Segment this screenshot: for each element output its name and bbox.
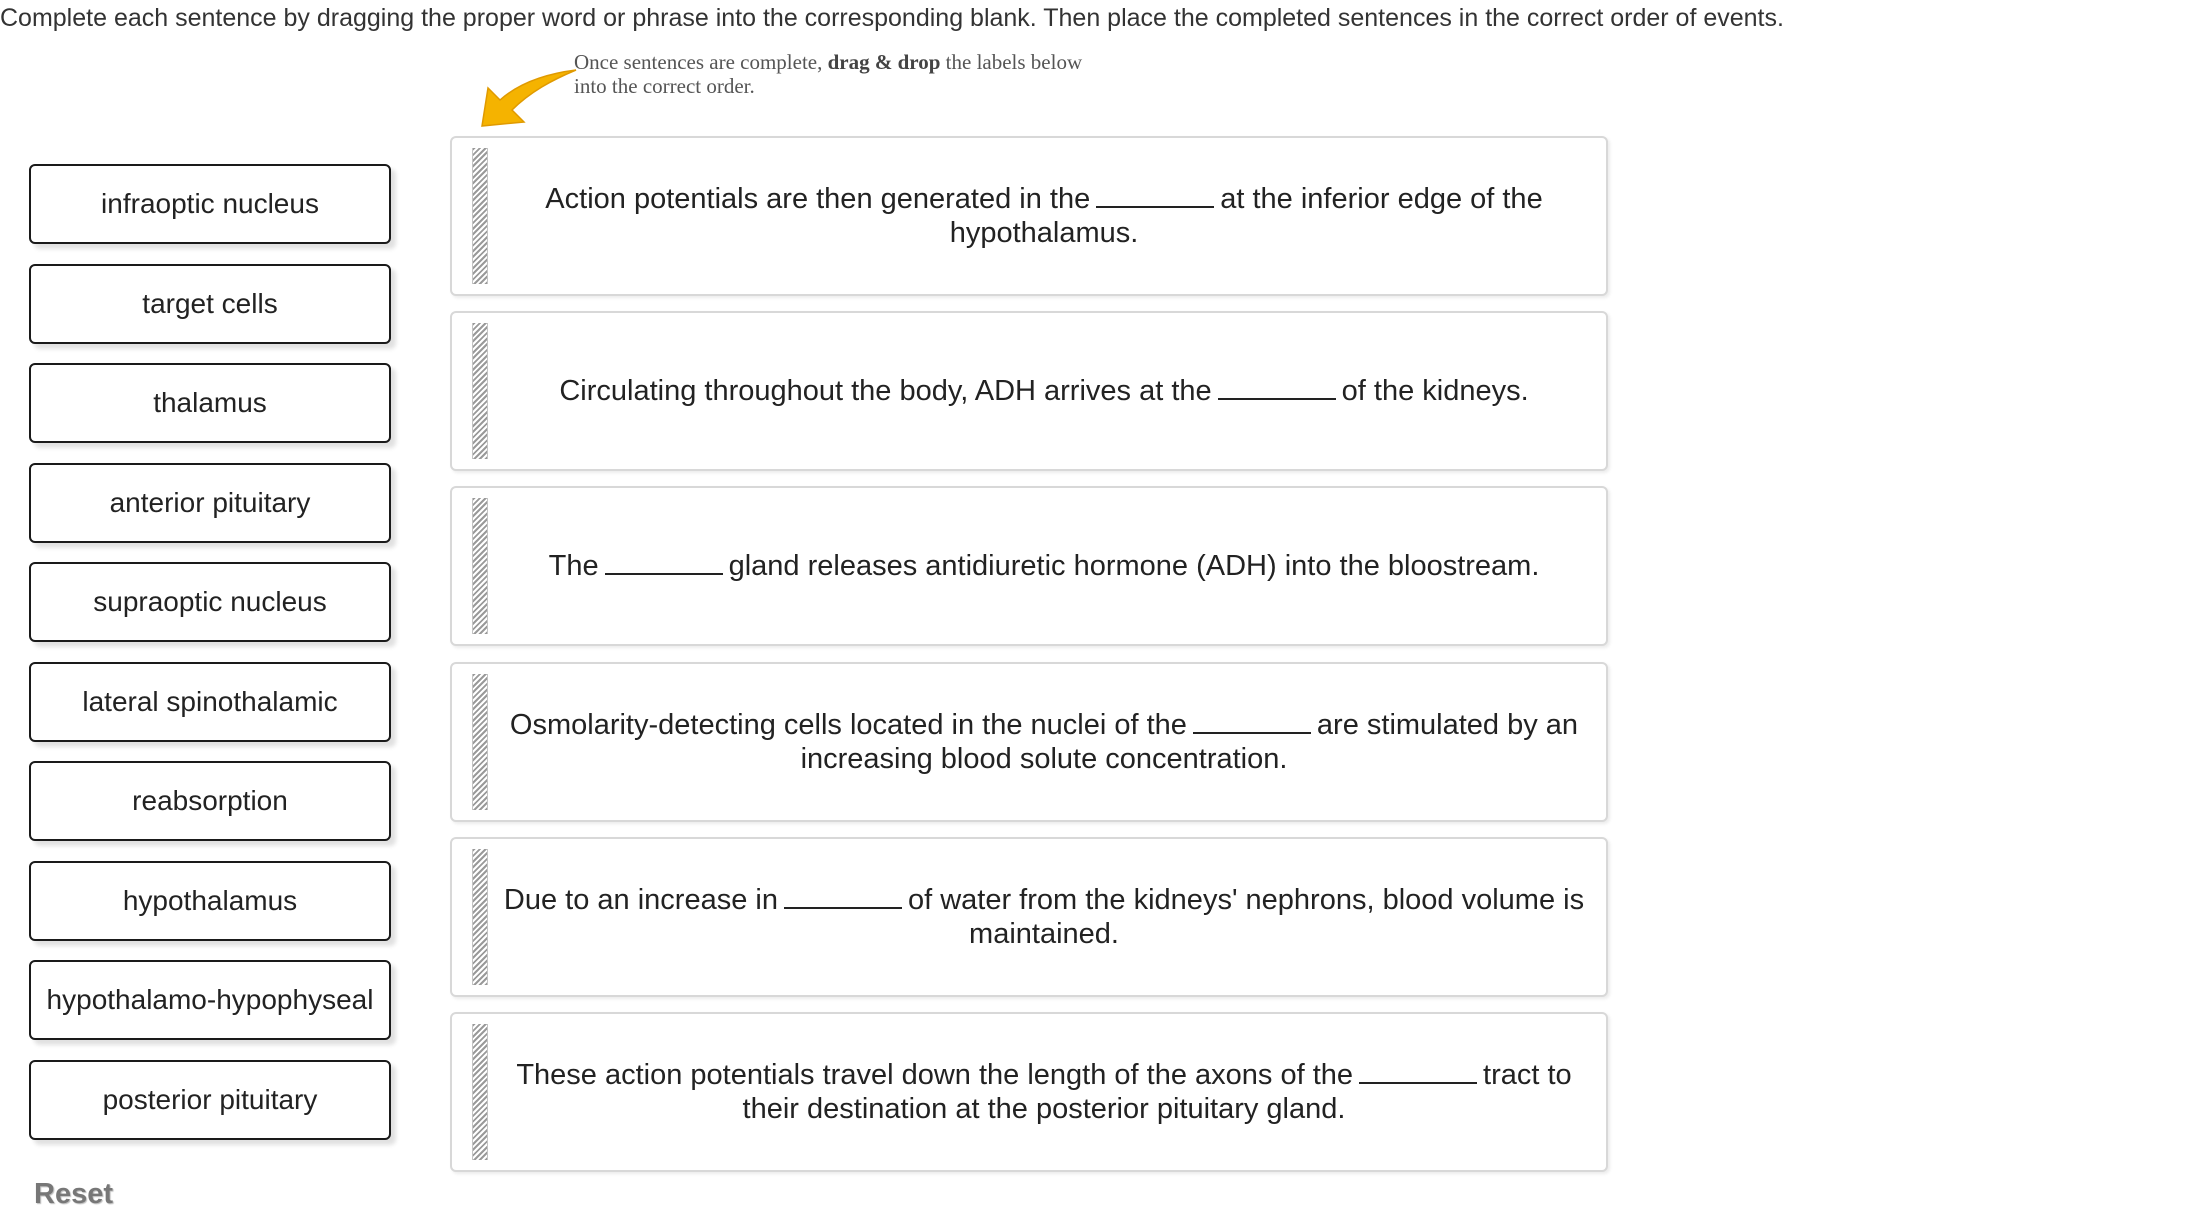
reset-button[interactable]: Reset: [34, 1178, 113, 1210]
sentence-after: at the inferior edge of the hypothalamus.: [949, 183, 1543, 249]
drop-blank[interactable]: [605, 553, 723, 575]
sentence-text: [492, 313, 1596, 469]
label-hypothalamus[interactable]: hypothalamus: [29, 861, 391, 941]
sentence-text: [492, 138, 1596, 294]
sentence-after: tract to their destination at the posterior pituitary gland.: [742, 1058, 1572, 1125]
sentence-card[interactable]: [450, 311, 1608, 471]
sentence-list: [450, 136, 1608, 1187]
sentence-before: The: [548, 550, 599, 583]
sentence-text: [492, 664, 1596, 820]
drag-handle-icon[interactable]: [472, 148, 488, 284]
sentence-text: [492, 488, 1596, 644]
label-supraoptic-nucleus[interactable]: supraoptic nucleus: [29, 562, 391, 642]
label-target-cells[interactable]: target cells: [29, 264, 391, 344]
sentence-before: Osmolarity-detecting cells located in the nuclei of the: [509, 708, 1187, 741]
drag-handle-icon[interactable]: [472, 849, 488, 985]
label-infraoptic-nucleus[interactable]: infraoptic nucleus: [29, 164, 391, 244]
sentence-card[interactable]: [450, 662, 1608, 822]
instruction-text: Complete each sentence by dragging the proper word or phrase into the corresponding blank. Then place the completed sentences in the correct order of events.: [0, 4, 1784, 32]
label-thalamus[interactable]: thalamus: [29, 363, 391, 443]
sentence-card[interactable]: [450, 136, 1608, 296]
label-reabsorption[interactable]: reabsorption: [29, 761, 391, 841]
hint-text: [574, 50, 1094, 98]
sentence-card[interactable]: [450, 1012, 1608, 1172]
drag-handle-icon[interactable]: [472, 674, 488, 810]
label-bank: [29, 164, 401, 1159]
drag-handle-icon[interactable]: [472, 323, 488, 459]
sentence-card[interactable]: [450, 486, 1608, 646]
sentence-before: Due to an increase in: [503, 883, 778, 916]
label-lateral-spinothalamic[interactable]: lateral spinothalamic: [29, 662, 391, 742]
sentence-before: Circulating throughout the body, ADH arrives at the: [559, 375, 1212, 408]
drop-blank[interactable]: [1096, 186, 1214, 208]
label-hypothalamo-hypophyseal[interactable]: hypothalamo-hypophyseal: [29, 960, 391, 1040]
hint-post: the labels below into the correct order.: [574, 50, 1083, 98]
arrow-icon: [478, 66, 578, 130]
drop-blank[interactable]: [784, 887, 902, 909]
sentence-before: These action potentials travel down the length of the axons of the: [516, 1058, 1354, 1091]
sentence-text: [492, 1014, 1596, 1170]
sentence-after: are stimulated by an increasing blood solute concentration.: [800, 708, 1579, 775]
sentence-before: Action potentials are then generated in the: [545, 183, 1091, 215]
drop-blank[interactable]: [1193, 712, 1311, 734]
hint-pre: Once sentences are complete,: [574, 50, 828, 74]
sentence-after: of water from the kidneys' nephrons, blood volume is maintained.: [907, 883, 1585, 950]
sentence-text: [492, 839, 1596, 995]
drop-blank[interactable]: [1218, 378, 1336, 400]
sentence-after: of the kidneys.: [1341, 375, 1529, 408]
drag-handle-icon[interactable]: [472, 498, 488, 634]
sentence-after: gland releases antidiuretic hormone (ADH) into the bloostream.: [728, 550, 1540, 583]
drag-handle-icon[interactable]: [472, 1024, 488, 1160]
drop-blank[interactable]: [1359, 1062, 1477, 1084]
label-anterior-pituitary[interactable]: anterior pituitary: [29, 463, 391, 543]
hint-bold: drag & drop: [827, 50, 941, 74]
label-posterior-pituitary[interactable]: posterior pituitary: [29, 1060, 391, 1140]
sentence-card[interactable]: [450, 837, 1608, 997]
